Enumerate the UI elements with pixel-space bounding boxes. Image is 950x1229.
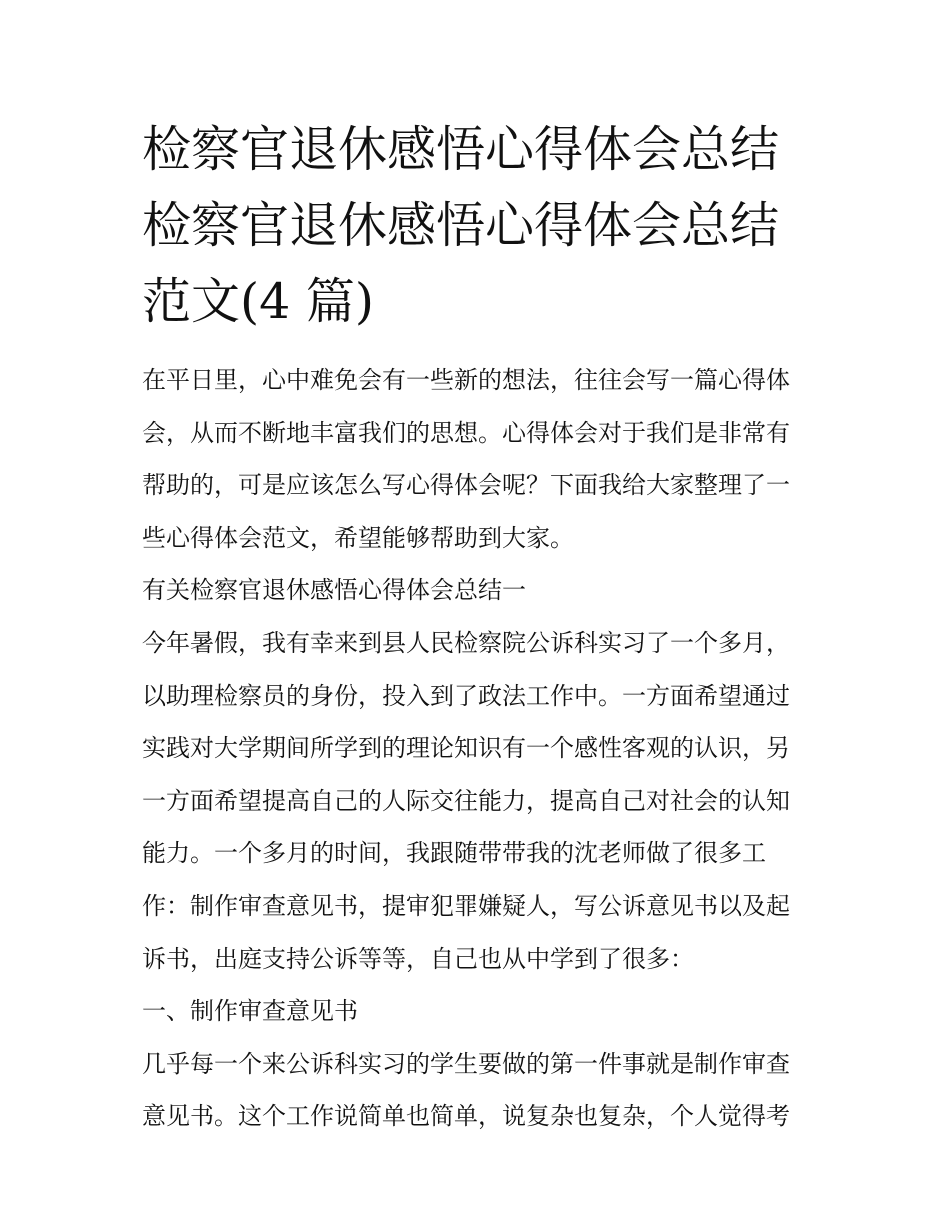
- intro-line: 会，从而不断地丰富我们的思想。心得体会对于我们是非常有: [142, 418, 790, 447]
- paragraph-line: 实践对大学期间所学到的理论知识有一个感性客观的认识，另: [142, 734, 790, 763]
- paragraph-line: 几乎每一个来公诉科实习的学生要做的第一件事就是制作审查: [142, 1049, 790, 1078]
- title-line: 检察官退休感悟心得体会总结: [142, 197, 780, 254]
- section-heading: 有关检察官退休感悟心得体会总结一: [142, 576, 526, 605]
- paragraph-line: 诉书，出庭支持公诉等等，自己也从中学到了很多：: [142, 944, 694, 973]
- paragraph-line: 今年暑假，我有幸来到县人民检察院公诉科实习了一个多月，: [142, 628, 790, 657]
- paragraph-line: 一方面希望提高自己的人际交往能力，提高自己对社会的认知: [142, 786, 790, 815]
- document-title: [142, 112, 822, 340]
- paragraph-line: 能力。一个多月的时间，我跟随带带我的沈老师做了很多工: [142, 839, 766, 868]
- paragraph-line: 以助理检察员的身份，投入到了政法工作中。一方面希望通过: [142, 681, 790, 710]
- intro-line: 些心得体会范文，希望能够帮助到大家。: [142, 523, 574, 552]
- title-line: 检察官退休感悟心得体会总结: [142, 121, 780, 178]
- intro-line: 在平日里，心中难免会有一些新的想法，往往会写一篇心得体: [142, 366, 790, 394]
- document-body: [142, 354, 822, 1143]
- intro-line: 帮助的，可是应该怎么写心得体会呢？下面我给大家整理了一: [142, 471, 790, 500]
- paragraph-line: 作：制作审查意见书，提审犯罪嫌疑人，写公诉意见书以及起: [142, 891, 790, 920]
- paragraph-line: 意见书。这个工作说简单也简单，说复杂也复杂，个人觉得考: [142, 1102, 790, 1131]
- subsection-heading: 一、制作审查意见书: [142, 997, 358, 1026]
- title-line: 范文(4 篇): [142, 273, 374, 330]
